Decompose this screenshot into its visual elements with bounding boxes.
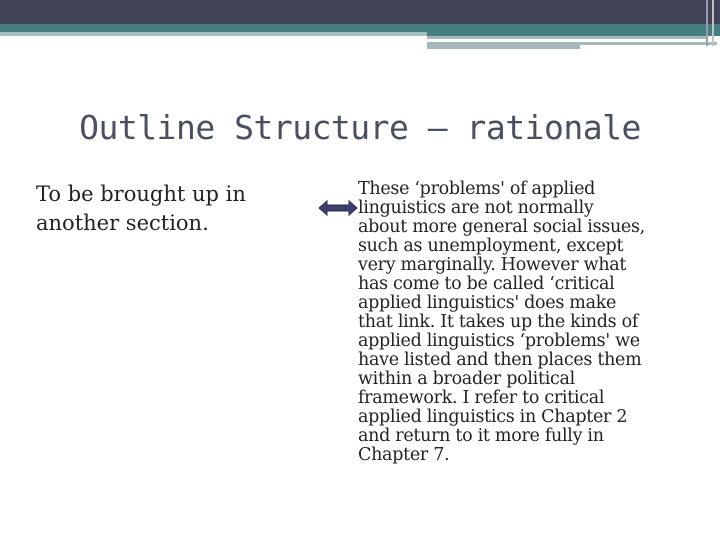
left-text: To be brought up in another section. — [36, 182, 246, 235]
header-light-strip — [427, 45, 580, 49]
paragraph-line: applied linguistics ‘problems' we — [358, 331, 640, 351]
paragraph-line: has come to be called ‘critical — [358, 274, 615, 294]
right-paragraph — [358, 180, 698, 465]
header-divider — [712, 0, 714, 46]
paragraph-line: linguistics are not normally — [358, 198, 594, 218]
paragraph-line: have listed and then places them — [358, 350, 642, 370]
paragraph-line: within a broader political — [358, 369, 575, 389]
paragraph-line: and return to it more fully in — [358, 426, 604, 446]
paragraph-line: Chapter 7. — [358, 445, 450, 465]
paragraph-line: framework. I refer to critical — [358, 388, 605, 408]
paragraph-line: about more general social issues, — [358, 217, 645, 237]
header-dark-band — [0, 0, 720, 24]
header-teal-band — [0, 24, 720, 32]
paragraph-line: These ‘problems' of applied — [358, 179, 596, 199]
paragraph-line: applied linguistics in Chapter 2 — [358, 407, 628, 427]
paragraph-line: very marginally. However what — [358, 255, 627, 275]
paragraph-line: that link. It takes up the kinds of — [358, 312, 638, 332]
header-divider — [706, 0, 708, 46]
double-arrow-icon — [318, 198, 358, 218]
header-light-strip — [0, 32, 427, 36]
slide-title: Outline Structure – rationale — [79, 108, 641, 147]
paragraph-line: applied linguistics' does make — [358, 293, 617, 313]
paragraph-line: such as unemployment, except — [358, 236, 624, 256]
header-light-strip — [427, 36, 707, 39]
